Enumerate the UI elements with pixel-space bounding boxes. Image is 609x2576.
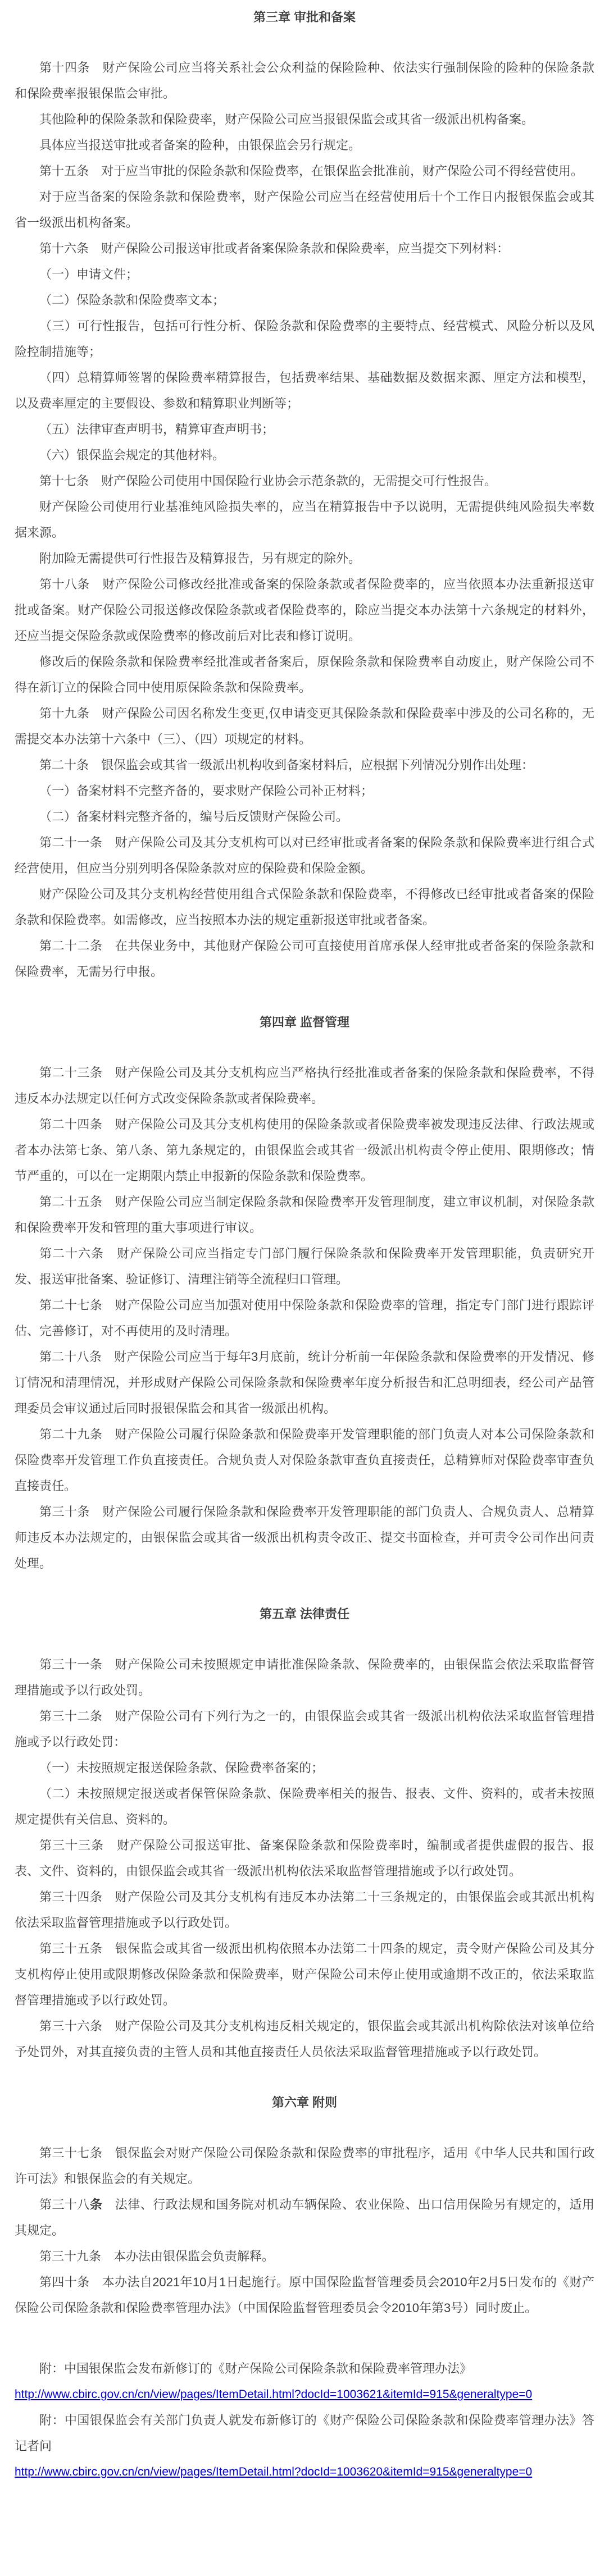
text: 第三十八 (39, 2198, 90, 2212)
body-paragraph: 第三十六条 财产保险公司及其分支机构违反相关规定的，银保监会或其派出机构除依法对该单位给予处罚外，对其直接负责的主管人员和其他直接责任人员依法采取监督管理措施或予以行政处罚。 (15, 2019, 594, 2059)
body-paragraph: 财产保险公司及其分支机构经营使用组合式保险条款和保险费率，不得修改已经审批或者备案的保险条款和保险费率。如需修改，应当按照本办法的规定重新报送审批或者备案。 (15, 887, 594, 927)
body-paragraph: 第二十三条 财产保险公司及其分支机构应当严格执行经批准或者备案的保险条款和保险费率，不得违反本办法规定以任何方式改变保险条款或者保险费率。 (15, 1066, 594, 1106)
attachment-link-2[interactable]: http://www.cbirc.gov.cn/cn/view/pages/ItemDetail.html?docId=1003620&itemId=915&generaltype=0 (15, 2465, 533, 2478)
body-paragraph: 第二十八条 财产保险公司应当于每年3月底前，统计分析前一年保险条款和保险费率的开发情况、修订情况和清理情况，并形成财产保险公司保险条款和保险费率年度分析报告和汇总明细表，经公司产品管理委员会审议通过后同时报银保监会和其省一级派出机构。 (15, 1350, 594, 1415)
body-paragraph: 第二十四条 财产保险公司及其分支机构使用的保险条款或者保险费率被发现违反法律、行政法规或者本办法第七条、第八条、第九条规定的，由银保监会或其省一级派出机构责令停止使用、限期修改；情节严重的，可以在一定期限内禁止申报新的保险条款和保险费率。 (15, 1117, 594, 1183)
list-item: （一）申请文件； (39, 267, 139, 281)
body-paragraph: 第三十四条 财产保险公司及其分支机构有违反本办法第二十三条规定的，由银保监会或其派出机构依法采取监督管理措施或予以行政处罚。 (15, 1890, 594, 1930)
list-item: （六）银保监会规定的其他材料。 (39, 448, 225, 462)
list-item: （一）备案材料不完整齐备的，要求财产保险公司补正材料； (39, 784, 374, 798)
body-paragraph: 第三十五条 银保监会或其省一级派出机构依照本办法第二十四条的规定，责令财产保险公司及其分支机构停止使用或限期修改保险条款和保险费率，财产保险公司未停止使用或逾期不改正的，依法采取监督管理措施或予以行政处罚。 (15, 1942, 594, 2007)
body-paragraph: 财产保险公司使用行业基准纯风险损失率的，应当在精算报告中予以说明，无需提供纯风险损失率数据来源。 (15, 500, 594, 540)
body-paragraph: 第三十一条 财产保险公司未按照规定申请批准保险条款、保险费率的，由银保监会依法采取监督管理措施或予以行政处罚。 (15, 1657, 594, 1697)
document-body (15, 4, 594, 2321)
chapter-title-4: 第六章 附则 (271, 2095, 338, 2109)
list-item: （五）法律审查声明书，精算审查声明书； (39, 422, 275, 436)
body-paragraph: 第十五条 对于应当审批的保险条款和保险费率，在银保监会批准前，财产保险公司不得经营使用。 (39, 164, 584, 178)
body-paragraph: 具体应当报送审批或者备案的险种，由银保监会另行规定。 (39, 138, 361, 152)
body-paragraph: 对于应当备案的保险条款和保险费率，财产保险公司应当在经营使用后十个工作日内报银保监会或其省一级派出机构备案。 (15, 190, 594, 230)
attachment-link-1[interactable]: http://www.cbirc.gov.cn/cn/view/pages/ItemDetail.html?docId=1003621&itemId=915&generaltype=0 (15, 2388, 533, 2401)
chapter-title-1: 第三章 审批和备案 (253, 10, 356, 24)
chapter-title-2: 第四章 监督管理 (259, 1015, 350, 1029)
attachment-label-1: 附：中国银保监会发布新修订的《财产保险公司保险条款和保险费率管理办法》 (39, 2362, 472, 2376)
body-paragraph: 第三十三条 财产保险公司报送审批、备案保险条款和保险费率时，编制或者提供虚假的报告、报表、文件、资料的，由银保监会或其省一级派出机构依法采取监督管理措施或予以行政处罚。 (15, 1838, 594, 1878)
body-paragraph: 第十八条 财产保险公司修改经批准或备案的保险条款或者保险费率的，应当依照本办法重新报送审批或备案。财产保险公司报送修改保险条款或者保险费率的，除应当提交本办法第十六条规定的材料外，还应当提交保险条款或保险费率的修改前后对比表和修订说明。 (15, 577, 594, 643)
body-paragraph: 附加险无需提供可行性报告及精算报告，另有规定的除外。 (39, 551, 361, 565)
body-paragraph: 第二十条 银保监会或其省一级派出机构收到备案材料后，应根据下列情况分别作出处理： (39, 758, 534, 772)
body-paragraph (15, 2192, 594, 2244)
chapter-title-3: 第五章 法律责任 (259, 1607, 350, 1621)
list-item: （二）保险条款和保险费率文本； (39, 293, 225, 307)
attachments (15, 2356, 594, 2485)
body-paragraph: 第二十一条 财产保险公司及其分支机构可以对已经审批或者备案的保险条款和保险费率进行组合式经营使用，但应当分别列明各保险条款对应的保险费和保险金额。 (15, 835, 594, 875)
body-paragraph: 第二十六条 财产保险公司应当指定专门部门履行保险条款和保险费率开发管理职能，负责研究开发、报送审批备案、验证修订、清理注销等全流程归口管理。 (15, 1246, 594, 1286)
body-paragraph: 第三十二条 财产保险公司有下列行为之一的，由银保监会或其省一级派出机构依法采取监督管理措施或予以行政处罚： (15, 1709, 594, 1749)
body-paragraph: 第十六条 财产保险公司报送审批或者备案保险条款和保险费率，应当提交下列材料： (39, 241, 510, 255)
body-paragraph: 第三十条 财产保险公司履行保险条款和保险费率开发管理职能的部门负责人、合规负责人、总精算师违反本办法规定的，由银保监会或其省一级派出机构责令改正、提交书面检查，并可责令公司作出问责处理。 (15, 1505, 594, 1570)
list-item: （二）未按照规定报送或者保管保险条款、保险费率相关的报告、报表、文件、资料的，或者未按照规定提供有关信息、资料的。 (15, 1787, 594, 1826)
body-paragraph: 第三十七条 银保监会对财产保险公司保险条款和保险费率的审批程序，适用《中华人民共和国行政许可法》和银保监会的有关规定。 (15, 2146, 594, 2186)
list-item: （二）备案材料完整齐备的，编号后反馈财产保险公司。 (39, 810, 349, 824)
body-paragraph: 第十四条 财产保险公司应当将关系社会公众利益的保险险种、依法实行强制保险的险种的保险条款和保险费率报银保监会审批。 (15, 61, 594, 101)
body-paragraph: 第二十七条 财产保险公司应当加强对使用中保险条款和保险费率的管理，指定专门部门进行跟踪评估、完善修订，对不再使用的及时清理。 (15, 1298, 594, 1338)
list-item: （三）可行性报告，包括可行性分析、保险条款和保险费率的主要特点、经营模式、风险分析以及风险控制措施等； (15, 319, 594, 359)
body-paragraph: 第十九条 财产保险公司因名称发生变更,仅申请变更其保险条款和保险费率中涉及的公司名称的，无需提交本办法第十六条中（三）、（四）项规定的材料。 (15, 706, 594, 746)
body-paragraph: 第三十九条 本办法由银保监会负责解释。 (39, 2249, 275, 2263)
body-paragraph: 第十七条 财产保险公司使用中国保险行业协会示范条款的，无需提交可行性报告。 (39, 474, 497, 488)
body-paragraph: 第二十五条 财产保险公司应当制定保险条款和保险费率开发管理制度，建立审议机制，对保险条款和保险费率开发和管理的重大事项进行审议。 (15, 1195, 594, 1235)
body-paragraph: 第四十条 本办法自2021年10月1日起施行。原中国保险监督管理委员会2010年2月5日发布的《财产保险公司保险条款和保险费率管理办法》（中国保险监督管理委员会令2010年第3号）同时废止。 (15, 2275, 594, 2315)
text: 法律、行政法规和国务院对机动车辆保险、农业保险、出口信用保险另有规定的，适用其规定。 (15, 2198, 594, 2237)
body-paragraph: 第二十二条 在共保业务中，其他财产保险公司可直接使用首席承保人经审批或者备案的保险条款和保险费率，无需另行申报。 (15, 939, 594, 979)
bold-text: 条 (89, 2198, 103, 2212)
list-item: （四）总精算师签署的保险费率精算报告，包括费率结果、基础数据及数据来源、厘定方法和模型，以及费率厘定的主要假设、参数和精算职业判断等； (15, 371, 594, 410)
body-paragraph: 其他险种的保险条款和保险费率，财产保险公司应当报银保监会或其省一级派出机构备案。 (39, 112, 534, 126)
attachment-label-2: 附：中国银保监会有关部门负责人就发布新修订的《财产保险公司保险条款和保险费率管理办法》答记者问 (15, 2413, 594, 2453)
body-paragraph: 第二十九条 财产保险公司履行保险条款和保险费率开发管理职能的部门负责人对本公司保险条款和保险费率开发管理工作负直接责任。合规负责人对保险条款审查负直接责任，总精算师对保险费率审查负直接责任。 (15, 1427, 594, 1493)
list-item: （一）未按照规定报送保险条款、保险费率备案的； (39, 1761, 324, 1775)
body-paragraph: 修改后的保险条款和保险费率经批准或者备案后，原保险条款和保险费率自动废止，财产保险公司不得在新订立的保险合同中使用原保险条款和保险费率。 (15, 655, 594, 695)
